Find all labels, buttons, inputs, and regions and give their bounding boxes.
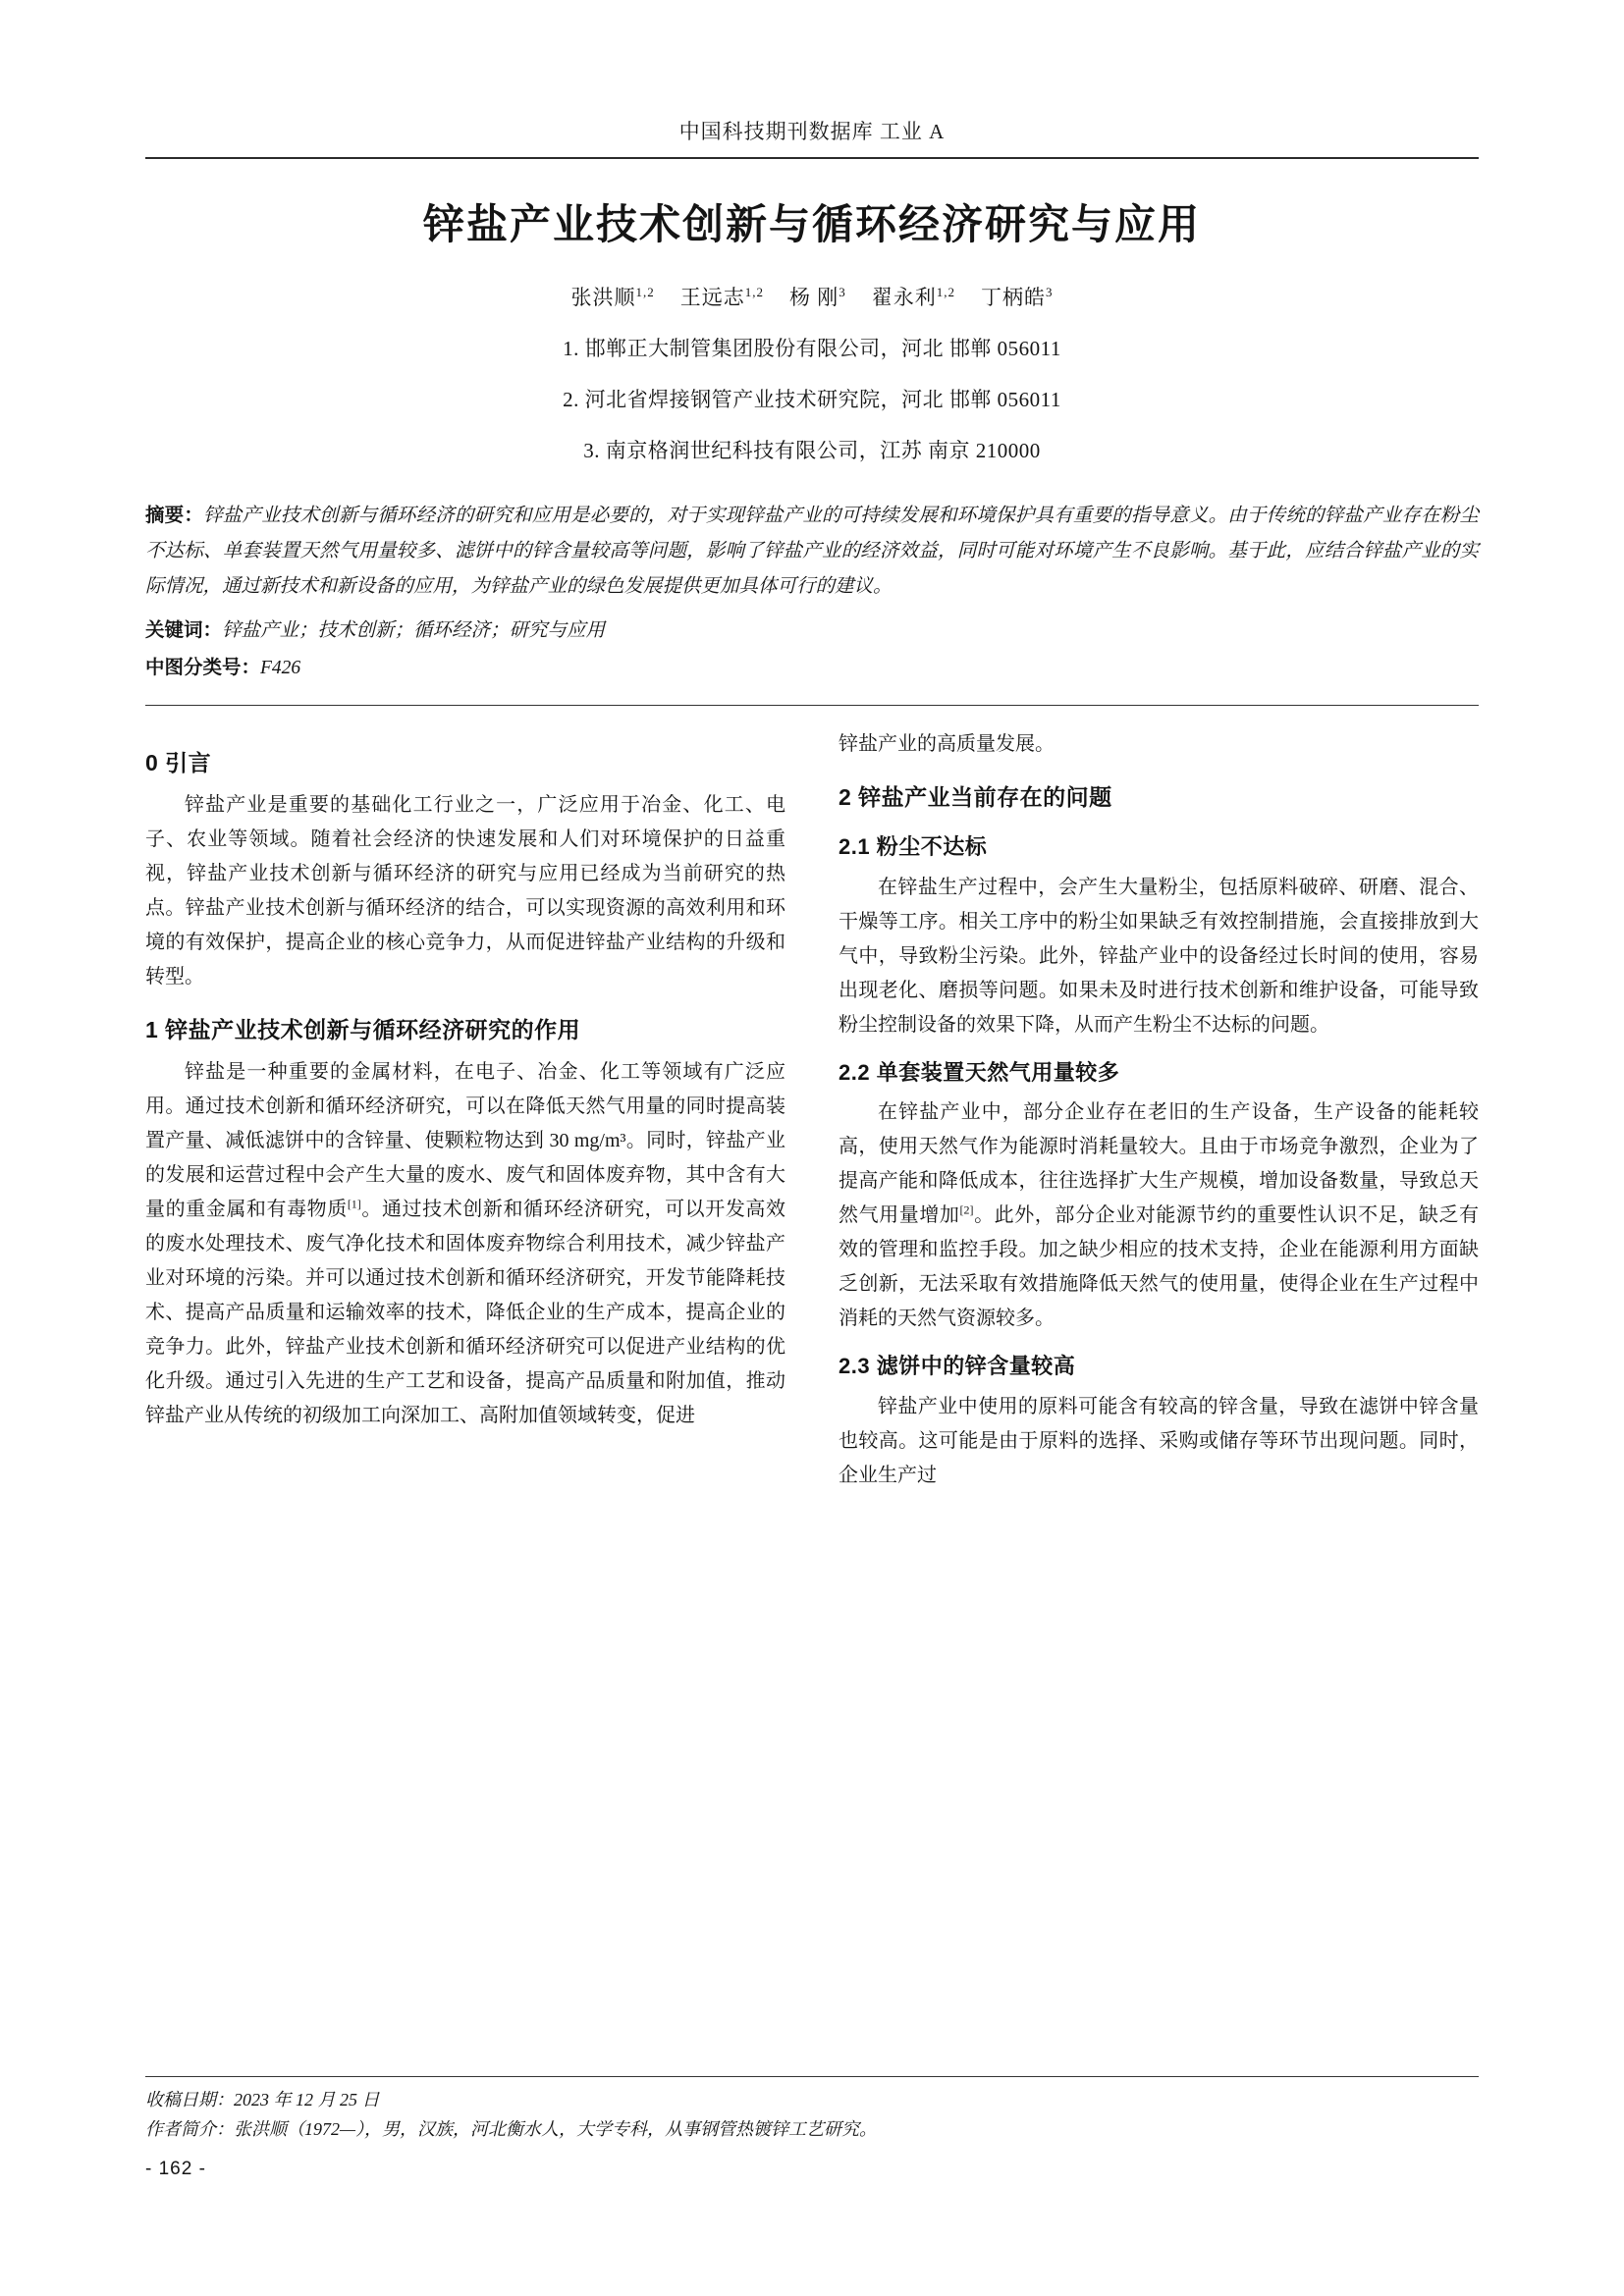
- author-2: 王远志: [679, 285, 745, 309]
- section-heading-0: 0 引言: [145, 749, 212, 775]
- header-divider: [145, 157, 1479, 159]
- section-heading-1: 1 锌盐产业技术创新与循环经济研究的作用: [145, 1017, 581, 1043]
- clc-label: 中图分类号：: [145, 656, 261, 678]
- bio-label: 作者简介：: [145, 2119, 234, 2140]
- abstract: [145, 498, 1479, 605]
- author-5: 丁柄皓: [981, 285, 1046, 309]
- paragraph-part-b: 。通过技术创新和循环经济研究，可以开发高效的废水处理技术、废气净化技术和固体废弃物综合利用技术，减少锌盐产业对环境的污染。并可以通过技术创新和循环经济研究，开发节能降耗技术、提高产品质量和运输效率的技术，降低企业的生产成本，提高企业的竞争力。此外，锌盐产业技术创新和循环经济研究可以促进产业结构的优化升级。通过引入先进的生产工艺和设备，提高产品质量和附加值，推动锌盐产业从传统的初级加工向深加工、高附加值领域转变，促进: [145, 1199, 786, 1427]
- bio-text: 张洪顺（1972—），男，汉族，河北衡水人，大学专科，从事钢管热镀锌工艺研究。: [234, 2119, 878, 2140]
- affiliation-1: 1. 邯郸正大制管集团股份有限公司，河北 邯郸 056011: [563, 336, 1061, 360]
- section-heading-2-3: 2.3 滤饼中的锌含量较高: [839, 1354, 1076, 1379]
- column-right: [839, 727, 1479, 1495]
- received-date-line: [145, 2085, 1479, 2115]
- section-heading-2-2: 2.2 单套装置天然气用量较多: [839, 1059, 1120, 1085]
- author-4: 翟永利: [871, 285, 937, 309]
- affiliation-3: 3. 南京格润世纪科技有限公司，江苏 南京 210000: [583, 438, 1041, 462]
- column-left: [145, 727, 785, 1495]
- paragraph: [145, 1055, 785, 1433]
- keywords-text: 锌盐产业；技术创新；循环经济；研究与应用: [222, 619, 606, 641]
- paragraph-part-a: 在锌盐产业中，部分企业存在老旧的生产设备，生产设备的能耗较高，使用天然气作为能源时消耗量较大。且由于市场竞争激烈，企业为了提高产能和降低成本，往往选择扩大生产规模，增加设备数量，导致总天然气用量增加: [839, 1101, 1479, 1227]
- author-1: 张洪顺: [570, 285, 636, 309]
- section-heading-2-1: 2.1 粉尘不达标: [839, 834, 988, 860]
- author-list: [145, 282, 1479, 311]
- body-columns: [145, 727, 1479, 1495]
- received-label: 收稿日期：: [145, 2089, 234, 2109]
- author-2-affil-sup: 1,2: [744, 284, 764, 299]
- footnote-area: [145, 2076, 1479, 2180]
- received-date: 2023 年 12 月 25 日: [234, 2089, 380, 2109]
- author-1-affil-sup: 1,2: [635, 284, 655, 299]
- section-heading-2: 2 锌盐产业当前存在的问题: [839, 783, 1112, 810]
- affiliation-2: 2. 河北省焊接钢管产业技术研究院，河北 邯郸 056011: [563, 387, 1061, 411]
- clc-number: [145, 652, 1479, 679]
- paragraph-part-b: 。此外，部分企业对能源节约的重要性认识不足，缺乏有效的管理和监控手段。加之缺少相应的技术支持，企业在能源利用方面缺乏创新，无法采取有效措施降低天然气的使用量，使得企业在生产过程中消耗的天然气资源较多。: [839, 1204, 1480, 1330]
- running-head: 中国科技期刊数据库 工业 A: [678, 120, 946, 143]
- abstract-text: 锌盐产业技术创新与循环经济的研究和应用是必要的，对于实现锌盐产业的可持续发展和环境保护具有重要的指导意义。由于传统的锌盐产业存在粉尘不达标、单套装置天然气用量较多、滤饼中的锌含量较高等问题，影响了锌盐产业的经济效益，同时可能对环境产生不良影响。基于此，应结合锌盐产业的实际情况，通过新技术和新设备的应用，为锌盐产业的绿色发展提供更加具体可行的建议。: [145, 505, 1479, 597]
- clc-text: F426: [260, 657, 301, 678]
- author-5-affil-sup: 3: [1046, 284, 1054, 299]
- paragraph: 锌盐产业中使用的原料可能含有较高的锌含量，导致在滤饼中锌含量也较高。这可能是由于原料的选择、采购或储存等环节出现问题。同时，企业生产过: [839, 1395, 1479, 1486]
- page-number: - 162 -: [145, 2159, 206, 2179]
- citation-ref-2: [2]: [959, 1202, 974, 1217]
- footnote-divider: [145, 2076, 1479, 2077]
- paragraph-part-a: 锌盐是一种重要的金属材料，在电子、冶金、化工等领域有广泛应用。通过技术创新和循环经济研究，可以在降低天然气用量的同时提高装置产量、减低滤饼中的含锌量、使颗粒物达到 30 mg/m³。同时，锌盐产业的发展和运营过程中会产生大量的废水、废气和固体废弃物，其中含有大量的重金属和有毒物质: [145, 1061, 785, 1221]
- paragraph-carryover: 锌盐产业的高质量发展。: [839, 732, 1055, 755]
- author-4-affil-sup: 1,2: [936, 284, 955, 299]
- author-bio-line: [145, 2114, 1479, 2145]
- paragraph: 在锌盐生产过程中，会产生大量粉尘，包括原料破碎、研磨、混合、干燥等工序。相关工序中的粉尘如果缺乏有效控制措施，会直接排放到大气中，导致粉尘污染。此外，锌盐产业中的设备经过长时间的使用，容易出现老化、磨损等问题。如果未及时进行技术创新和维护设备，可能导致粉尘控制设备的效果下降，从而产生粉尘不达标的问题。: [839, 876, 1479, 1036]
- citation-ref-1: [1]: [347, 1197, 361, 1211]
- author-3: 杨 刚: [789, 285, 839, 309]
- author-3-affil-sup: 3: [839, 284, 846, 299]
- page-title: 锌盐产业技术创新与循环经济研究与应用: [422, 201, 1201, 247]
- keywords-label: 关键词：: [145, 618, 223, 641]
- paragraph: 锌盐产业是重要的基础化工行业之一，广泛应用于冶金、化工、电子、农业等领域。随着社会经济的快速发展和人们对环境保护的日益重视，锌盐产业技术创新与循环经济的研究与应用已经成为当前研究的热点。锌盐产业技术创新与循环经济的结合，可以实现资源的高效利用和环境的有效保护，提高企业的核心竞争力，从而促进锌盐产业结构的升级和转型。: [145, 794, 785, 988]
- abstract-label: 摘要：: [145, 504, 204, 526]
- body-divider: [145, 705, 1479, 706]
- paragraph: [839, 1095, 1479, 1336]
- keywords: [145, 614, 1479, 642]
